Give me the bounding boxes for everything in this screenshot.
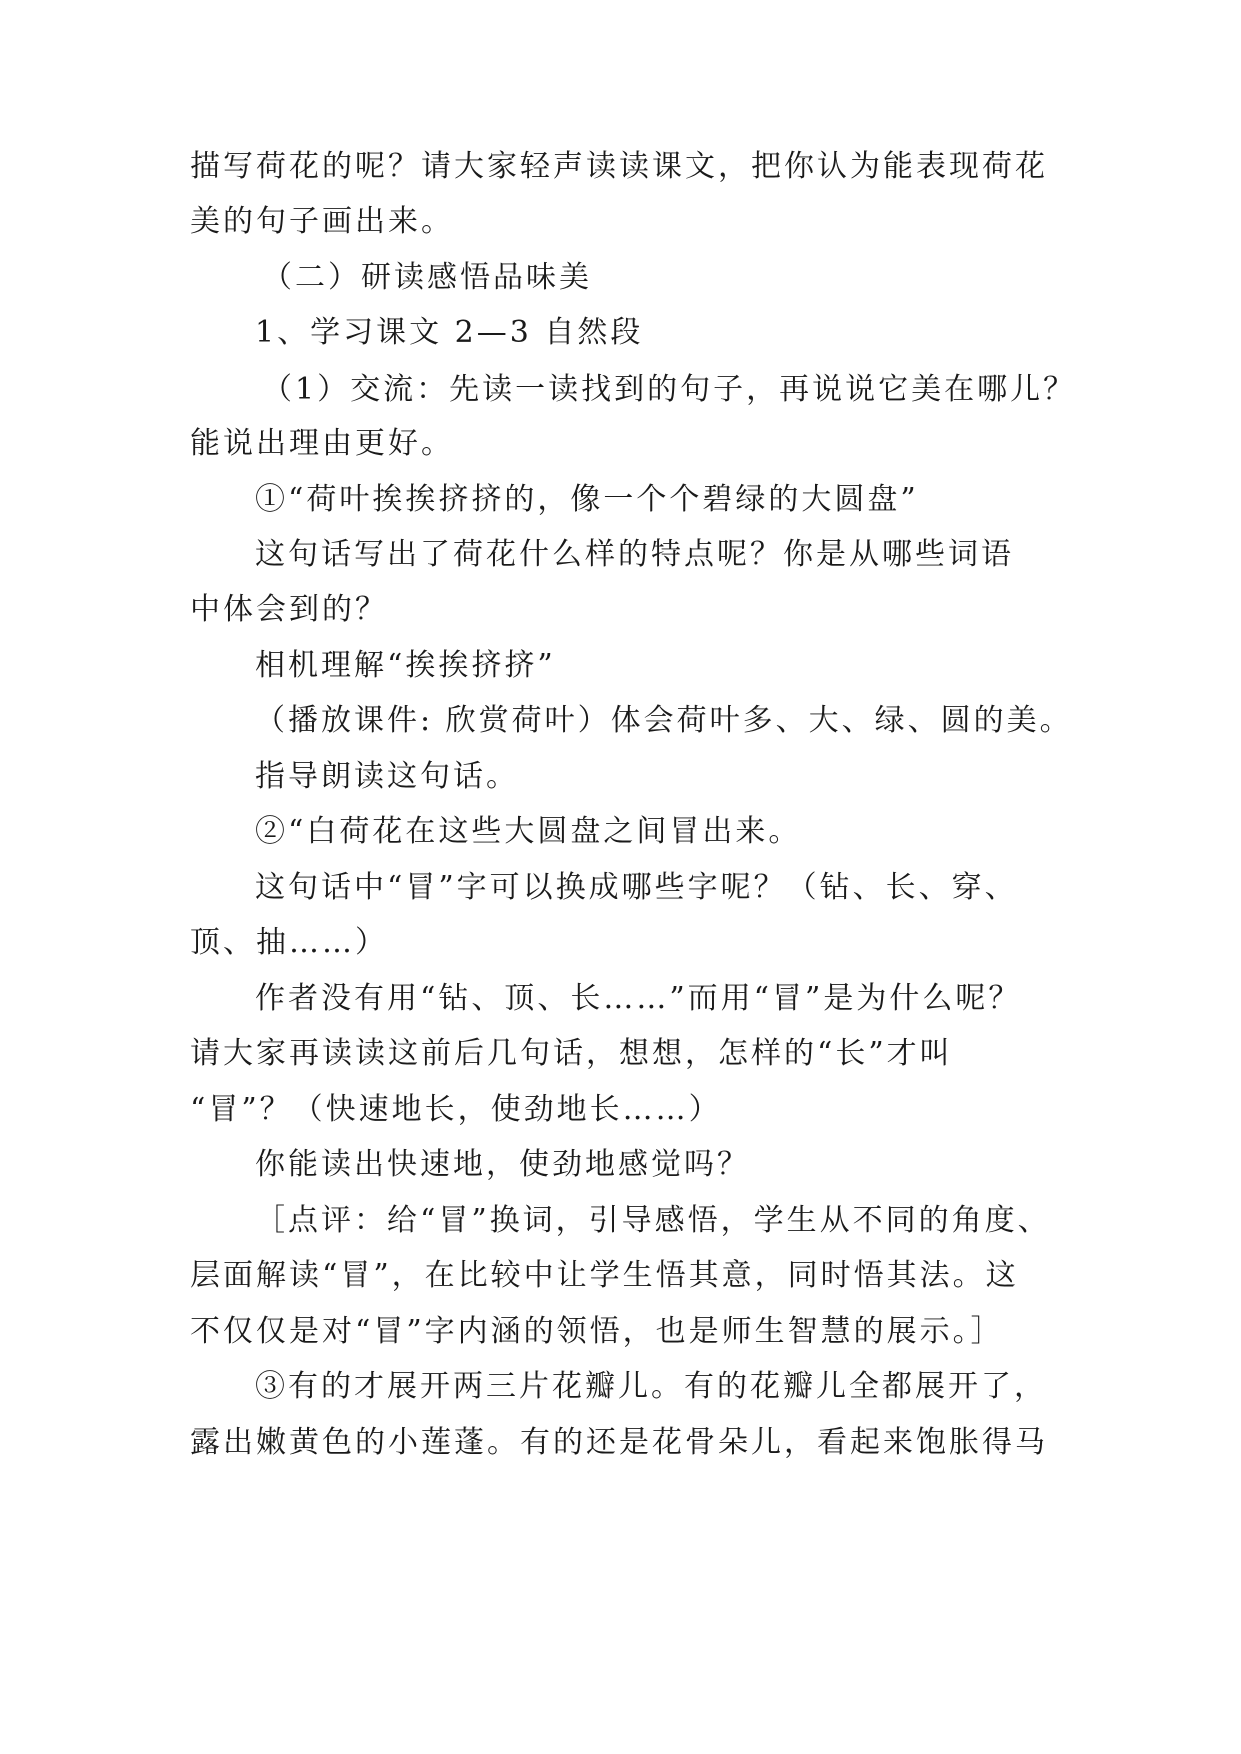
text-line-5: （1）交流：先读一读找到的句子，再说说它美在哪儿？ xyxy=(262,372,1077,407)
text-line-12: 指导朗读这句话。 xyxy=(255,759,519,794)
text-line-24: 露出嫩黄色的小莲蓬。有的还是花骨朵儿，看起来饱胀得马 xyxy=(190,1425,1048,1460)
quote-line-1: ①“荷叶挨挨挤挤的，像一个个碧绿的大圆盘” xyxy=(255,482,919,517)
comment-line-3: 不仅仅是对“冒”字内涵的领悟，也是师生智慧的展示。］ xyxy=(190,1314,1004,1349)
text-line-2: 美的句子画出来。 xyxy=(190,204,454,239)
text-line-8: 这句话写出了荷花什么样的特点呢？你是从哪些词语 xyxy=(255,537,1014,572)
text-line-19: 你能读出快速地，使劲地感觉吗？ xyxy=(255,1147,750,1182)
comment-line-1: ［点评：给“冒”换词，引导感悟，学生从不同的角度、 xyxy=(255,1203,1051,1238)
text-line-18: “冒”？（快速地长，使劲地长……） xyxy=(190,1092,722,1127)
text-line-17: 请大家再读读这前后几句话，想想，怎样的“长”才叫 xyxy=(190,1036,953,1071)
text-line-14: 这句话中“冒”字可以换成哪些字呢？（钻、长、穿、 xyxy=(255,870,1018,905)
comment-line-2: 层面解读“冒”，在比较中让学生悟其意，同时悟其法。这 xyxy=(190,1258,1019,1293)
text-line-6: 能说出理由更好。 xyxy=(190,426,454,461)
text-line-15: 顶、抽……） xyxy=(190,925,388,960)
quote-line-2: ②“白荷花在这些大圆盘之间冒出来。 xyxy=(255,814,802,849)
text-line-1: 描写荷花的呢？请大家轻声读读课文，把你认为能表现荷花 xyxy=(190,149,1048,184)
text-line-11: （播放课件: 欣赏荷叶）体会荷叶多、大、绿、圆的美。 xyxy=(255,703,1073,738)
text-line-9: 中体会到的？ xyxy=(190,592,388,627)
quote-line-3: ③有的才展开两三片花瓣儿。有的花瓣儿全都展开了， xyxy=(255,1369,1047,1404)
section-heading: （二）研读感悟品味美 xyxy=(262,260,592,295)
text-line-16: 作者没有用“钻、顶、长……”而用“冒”是为什么呢？ xyxy=(255,981,1022,1016)
text-line-10: 相机理解“挨挨挤挤” xyxy=(255,648,556,683)
subsection-heading: 1、学习课文 2—3 自然段 xyxy=(255,315,644,350)
